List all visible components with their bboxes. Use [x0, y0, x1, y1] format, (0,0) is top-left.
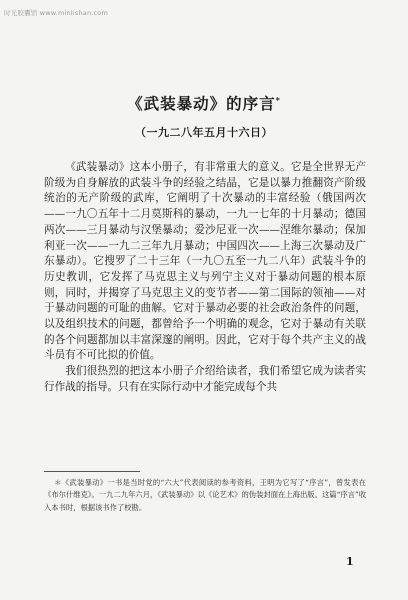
watermark: 时光胶囊馆 www.minlishan.com: [4, 9, 109, 17]
footnote-divider: [44, 471, 140, 472]
footnote: [44, 477, 366, 514]
page-title: [0, 92, 408, 114]
paragraph: 我们很热烈的把这本小册子介绍给读者，我们希望它成为读者实行作战的指导。只有在实际行动中才能完成每个共: [44, 365, 366, 393]
page-number: 1: [346, 555, 354, 568]
paragraph: 《武装暴动》这本小册子，有非常重大的意义。它是全世界无产阶级为自身解放的武装斗争的经验之结晶，它是以暴力推翻资产阶级统治的无产阶级的武库，它阐明了十次暴动的丰富经验（俄国两次——一九〇五年十二月莫斯科的暴动，一九一七年的十月暴动；德国两次——三月暴动与汉堡暴动；爱沙尼亚一次——涅维尔暴动；保加利亚一次——一九二三年九月暴动；中国四次——上海三次暴动及广东暴动）。它搜罗了二十三年（一九〇五至一九二八年）武装斗争的历史教训，它发挥了马克思主义与列宁主义对于暴动问题的根本原则，同时，并揭穿了马克思主义的变节者——第二国际的领袖——对于暴动问题的可耻的曲解。它对于暴动必要的社会政治条件的问题，以及组织技术的问题，都曾给予一个明确的观念，它对于暴动有关联的各个问题都加以丰富深邃的阐明。因此，它对于每个共产主义的战斗员有不可比拟的价值。: [44, 161, 366, 362]
footnote-marker: *: [275, 94, 281, 105]
title-text: 《武装暴动》的序言: [127, 94, 276, 113]
body-text: [44, 160, 366, 396]
date-line: （一九二八年五月十六日）: [135, 126, 273, 139]
footnote-text: ＊《武装暴动》一书是当时党的“六大”代表阅读的参考资料，王明为它写了“序言”，曾发表在《布尔什维克》。一九二九年六月，《武装暴动》以《论艺术》的伪装封面在上海出版。这篇“序言”收入本书时，根据该书作了校勘。: [44, 478, 366, 512]
